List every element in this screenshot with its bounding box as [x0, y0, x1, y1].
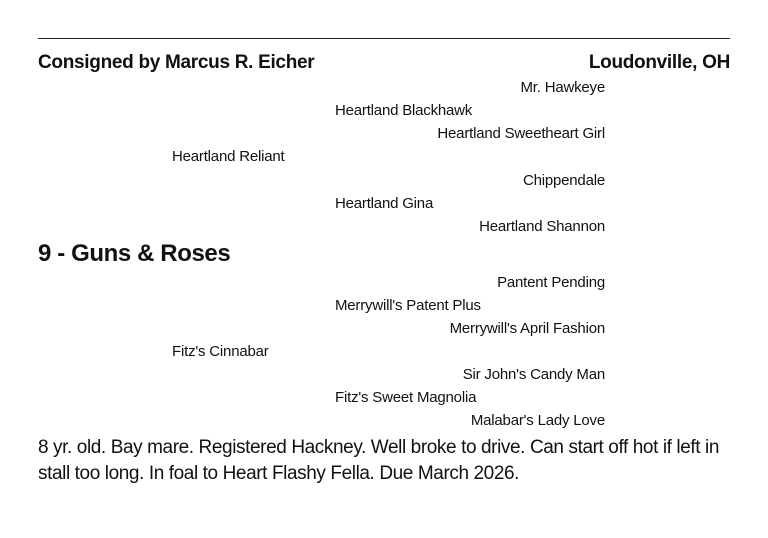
- pedigree-sire: Heartland Reliant: [172, 148, 285, 165]
- pedigree-dam-sire-sire: Pantent Pending: [497, 274, 605, 291]
- pedigree-sire-dam-sire: Chippendale: [522, 172, 605, 189]
- pedigree-sire-sire-dam: Heartland Sweetheart Girl: [437, 125, 605, 142]
- pedigree-dam: Fitz's Cinnabar: [172, 343, 269, 360]
- lot-description: 8 yr. old. Bay mare. Registered Hackney. Well broke to drive. Can start off hot if left in stall too long. In foal to Heart Flashy Fella. Due March 2026.: [38, 437, 720, 484]
- pedigree-dam-dam: Fitz's Sweet Magnolia: [335, 389, 477, 406]
- pedigree-sire-sire-sire: Mr. Hawkeye: [520, 79, 605, 96]
- pedigree-dam-dam-sire: Sir John's Candy Man: [462, 366, 605, 383]
- pedigree-dam-sire: Merrywill's Patent Plus: [335, 297, 481, 314]
- lot-title: 9 - Guns & Roses: [38, 240, 231, 267]
- pedigree-sire-sire: Heartland Blackhawk: [335, 102, 473, 119]
- pedigree-dam-dam-dam: Malabar's Lady Love: [470, 412, 605, 429]
- pedigree-sire-dam-dam: Heartland Shannon: [479, 218, 605, 235]
- consignor-line: Consigned by Marcus R. Eicher: [38, 52, 315, 73]
- pedigree-sire-dam: Heartland Gina: [335, 195, 434, 212]
- consignor-location: Loudonville, OH: [588, 52, 730, 73]
- pedigree-dam-sire-dam: Merrywill's April Fashion: [449, 320, 605, 337]
- top-rule: [38, 38, 730, 39]
